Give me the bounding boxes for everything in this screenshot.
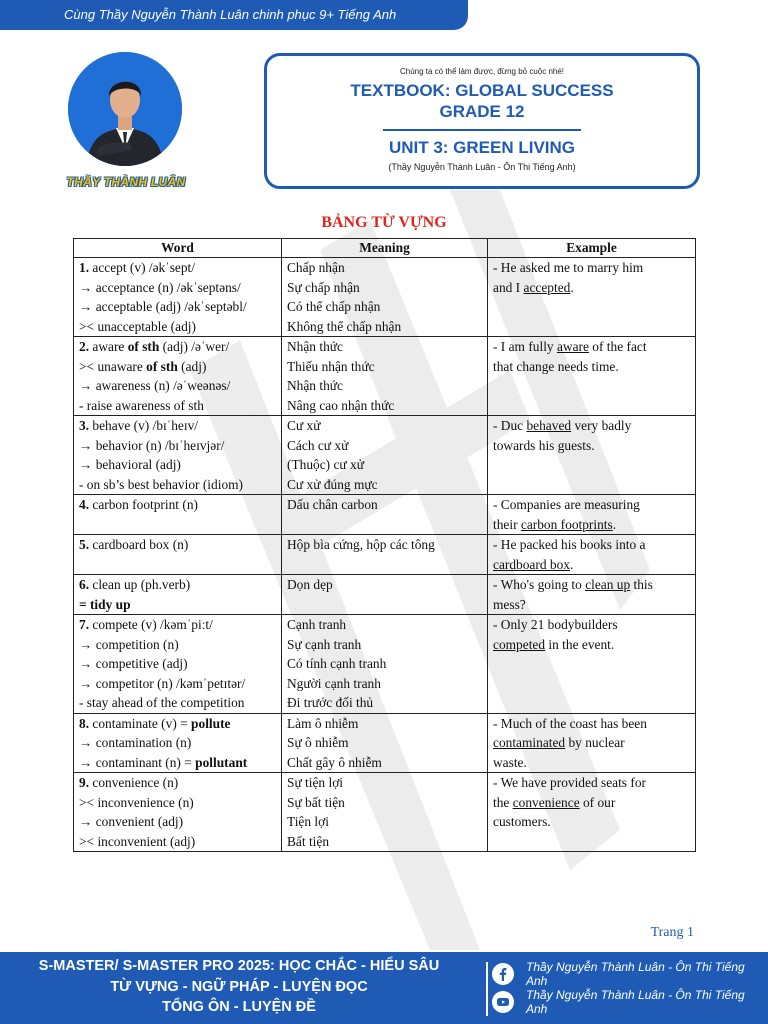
example-line — [493, 495, 690, 515]
meaning-line: Nâng cao nhận thức — [287, 397, 395, 413]
meaning-line: Người cạnh tranh — [287, 675, 381, 691]
word-cell — [74, 495, 282, 535]
word-cell — [74, 535, 282, 575]
example-segment: . — [569, 556, 574, 572]
meaning-line: Đi trước đối thủ — [287, 695, 374, 710]
example-segment: . — [612, 516, 617, 532]
word-line — [79, 654, 276, 674]
example-segment: - Only 21 bodybuilders — [493, 617, 618, 632]
example-cell — [488, 258, 696, 337]
example-keyword: competed — [493, 636, 546, 652]
meaning-line: Sự chấp nhận — [287, 279, 360, 295]
author-note: (Thầy Nguyễn Thành Luân - Ôn Thi Tiếng Anh) — [388, 162, 576, 172]
example-keyword: accepted — [523, 279, 571, 295]
vocab-table — [73, 238, 696, 852]
meaning-line: Có tính cạnh tranh — [287, 656, 387, 671]
facebook-icon — [492, 963, 514, 985]
word-segment: - raise awareness of sth — [79, 397, 204, 413]
facebook-label: Thầy Nguyễn Thành Luân - Ôn Thi Tiếng Anh — [526, 960, 745, 988]
word-line — [79, 753, 276, 773]
word-cell — [74, 615, 282, 714]
example-line — [493, 357, 690, 377]
promo-line-2: TỪ VỰNG - NGỮ PHÁP - LUYỆN ĐỌC — [110, 978, 368, 995]
word-segment: → contamination (n) — [79, 735, 192, 750]
word-segment: → acceptance (n) /əkˈseptəns/ — [79, 279, 241, 295]
example-cell — [488, 773, 696, 852]
table-row — [74, 337, 696, 416]
word-segment: 2. — [79, 339, 93, 354]
example-segment: the — [493, 794, 513, 810]
table-row — [74, 535, 696, 575]
meaning-line: Chấp nhận — [287, 260, 345, 275]
example-cell — [488, 535, 696, 575]
word-line — [79, 337, 276, 357]
word-line — [79, 416, 276, 436]
word-segment: - on sb’s best behavior (idiom) — [79, 476, 244, 492]
example-cell — [488, 575, 696, 615]
word-segment: >< unaware — [79, 358, 147, 374]
word-cell — [74, 258, 282, 337]
example-segment: by nuclear — [565, 735, 625, 750]
example-line — [493, 278, 690, 298]
top-banner-slogan: Cùng Thầy Nguyễn Thành Luân chinh phục 9+ Tiếng Anh — [64, 7, 397, 22]
word-segment: >< inconvenient (adj) — [79, 833, 196, 849]
table-row — [74, 258, 696, 337]
meaning-cell — [282, 337, 488, 416]
teacher-avatar — [68, 52, 182, 166]
meaning-cell — [282, 713, 488, 773]
youtube-label: Thầy Nguyễn Thành Luân - Ôn Thi Tiếng Anh — [526, 988, 745, 1016]
example-segment: towards his guests. — [493, 437, 595, 453]
meaning-cell — [282, 615, 488, 714]
meaning-line: Thiếu nhận thức — [287, 358, 375, 374]
example-segment: their — [493, 516, 521, 532]
meaning-line: Làm ô nhiễm — [287, 715, 359, 731]
example-cell — [488, 615, 696, 714]
word-line — [79, 376, 276, 396]
word-segment: → competitor (n) /kəmˈpetɪtər/ — [79, 675, 246, 691]
word-line — [79, 317, 276, 337]
word-segment: (adj) — [177, 358, 207, 374]
promo-line-1: S-MASTER/ S-MASTER PRO 2025: HỌC CHẮC - HIỂU SÂU — [38, 958, 440, 974]
word-line — [79, 297, 276, 317]
word-segment: accept (v) /əkˈsept/ — [92, 260, 195, 275]
word-cell — [74, 416, 282, 495]
meaning-line: (Thuộc) cư xử — [287, 457, 364, 472]
page-number: Trang 1 — [650, 925, 694, 940]
meaning-cell — [282, 495, 488, 535]
example-segment: and I — [493, 279, 524, 295]
example-line — [493, 812, 690, 832]
example-keyword: contaminated — [493, 735, 566, 750]
word-line — [79, 773, 276, 793]
meaning-cell — [282, 258, 488, 337]
meaning-line: Sự ô nhiễm — [287, 735, 349, 750]
table-row — [74, 416, 696, 495]
word-segment: of sth — [146, 358, 178, 374]
example-segment: - Duc — [493, 418, 527, 433]
example-segment: very badly — [571, 418, 632, 433]
meaning-line: Cư xử đúng mực — [287, 476, 378, 492]
example-segment: . — [570, 279, 574, 295]
word-line — [79, 436, 276, 456]
word-segment: 9. — [79, 775, 93, 790]
word-line — [79, 674, 276, 694]
word-segment: cardboard box (n) — [92, 537, 189, 552]
table-header-row — [74, 239, 696, 258]
teacher-photo-icon — [68, 52, 182, 166]
example-line — [493, 793, 690, 813]
social-links — [492, 960, 768, 1016]
meaning-line: Không thể chấp nhận — [287, 318, 402, 334]
header-word: Word — [74, 239, 282, 258]
meaning-line: Sự bất tiện — [287, 794, 345, 810]
word-line — [79, 535, 276, 555]
word-segment: carbon footprint (n) — [92, 497, 198, 512]
example-line — [493, 416, 690, 436]
example-line — [493, 258, 690, 278]
example-keyword: behaved — [526, 418, 572, 433]
word-segment: contaminate (v) = — [92, 715, 192, 731]
word-segment: - stay ahead of the competition — [79, 695, 245, 710]
meaning-line: Bất tiện — [287, 833, 330, 849]
example-segment: - We have provided seats for — [493, 775, 646, 790]
word-line — [79, 714, 276, 734]
word-segment: → competitive (adj) — [79, 656, 188, 671]
example-segment: this — [630, 577, 653, 592]
word-segment: → acceptable (adj) /əkˈseptəbl/ — [79, 299, 247, 314]
word-line — [79, 396, 276, 416]
meaning-cell — [282, 575, 488, 615]
footer-divider — [486, 962, 488, 1016]
example-segment: customers. — [493, 814, 551, 829]
meaning-cell — [282, 416, 488, 495]
meaning-line: Cạnh tranh — [287, 617, 347, 632]
example-cell — [488, 495, 696, 535]
example-line — [493, 555, 690, 575]
meaning-line: Có thể chấp nhận — [287, 299, 381, 314]
example-keyword: convenience — [512, 794, 580, 810]
word-segment: of sth — [127, 339, 160, 354]
example-line — [493, 773, 690, 793]
example-line — [493, 714, 690, 734]
meaning-line: Nhận thức — [287, 339, 343, 354]
vocab-table-title: BẢNG TỪ VỰNG — [321, 214, 447, 231]
grade-title: GRADE 12 — [439, 102, 525, 121]
word-segment: compete (v) /kəmˈpiːt/ — [92, 617, 213, 632]
table-row — [74, 575, 696, 615]
word-line — [79, 575, 276, 595]
table-row — [74, 495, 696, 535]
word-segment: 7. — [79, 617, 93, 632]
meaning-line: Cư xử — [287, 418, 321, 433]
youtube-icon — [492, 991, 514, 1013]
example-segment: in the event. — [545, 636, 615, 652]
word-cell — [74, 773, 282, 852]
example-line — [493, 436, 690, 456]
example-cell — [488, 713, 696, 773]
header-meaning: Meaning — [282, 239, 488, 258]
example-keyword: clean up — [585, 577, 631, 592]
word-segment: 3. — [79, 418, 93, 433]
meaning-cell — [282, 535, 488, 575]
meaning-line: Sự tiện lợi — [287, 775, 344, 790]
example-cell — [488, 416, 696, 495]
header-example: Example — [488, 239, 696, 258]
example-line — [493, 615, 690, 635]
youtube-link[interactable] — [492, 988, 768, 1016]
example-line — [493, 595, 690, 615]
word-segment: 6. — [79, 577, 93, 592]
word-line — [79, 455, 276, 475]
word-segment: convenience (n) — [92, 775, 179, 790]
word-segment: pollute — [191, 715, 231, 731]
example-cell — [488, 337, 696, 416]
meaning-line: Tiện lợi — [287, 814, 329, 829]
motto: Chúng ta có thể làm được, đừng bỏ cuộc nhé! — [399, 67, 565, 76]
example-segment: mess? — [493, 596, 526, 612]
word-segment: → contaminant (n) = — [79, 754, 196, 770]
word-line — [79, 615, 276, 635]
example-line — [493, 753, 690, 773]
facebook-link[interactable] — [492, 960, 768, 988]
table-row — [74, 773, 696, 852]
word-segment: clean up (ph.verb) — [92, 577, 191, 592]
word-line — [79, 812, 276, 832]
meaning-line: Chất gây ô nhiễm — [287, 754, 382, 770]
word-segment: >< unacceptable (adj) — [79, 318, 196, 334]
example-segment: - Who's going to — [493, 577, 586, 592]
word-segment: 1. — [79, 260, 93, 275]
word-segment: behave (v) /bɪˈheɪv/ — [92, 418, 198, 433]
word-segment: aware — [92, 339, 128, 354]
title-box — [264, 53, 700, 189]
meaning-line: Sự cạnh tranh — [287, 636, 362, 652]
table-row — [74, 713, 696, 773]
course-promo — [0, 956, 478, 1018]
word-cell — [74, 713, 282, 773]
example-segment: - I am fully — [493, 339, 557, 354]
word-cell — [74, 337, 282, 416]
example-segment: that change needs time. — [493, 358, 619, 374]
meaning-line: Cách cư xử — [287, 437, 349, 453]
meaning-cell — [282, 773, 488, 852]
meaning-line: Dọn dẹp — [287, 577, 333, 592]
word-line — [79, 635, 276, 655]
teacher-name-logo: THẦY THÀNH LUÂN — [66, 175, 186, 189]
example-line — [493, 535, 690, 555]
example-segment: of the fact — [588, 339, 647, 354]
example-segment: waste. — [493, 754, 527, 770]
word-segment: → competition (n) — [79, 636, 179, 652]
meaning-line: Nhận thức — [287, 378, 343, 393]
example-segment: - He packed his books into a — [493, 537, 646, 552]
table-row — [74, 615, 696, 714]
example-line — [493, 515, 690, 535]
word-line — [79, 495, 276, 515]
example-keyword: cardboard box — [493, 556, 570, 572]
word-segment: = tidy up — [79, 596, 131, 612]
word-line — [79, 278, 276, 298]
top-banner — [0, 0, 468, 30]
word-line — [79, 832, 276, 852]
word-line — [79, 258, 276, 278]
promo-line-3: TỔNG ÔN - LUYỆN ĐỀ — [162, 999, 316, 1015]
word-segment: 5. — [79, 537, 93, 552]
word-segment: 4. — [79, 497, 93, 512]
meaning-line: Hộp bìa cứng, hộp các tông — [287, 537, 435, 552]
word-line — [79, 733, 276, 753]
word-segment: → convenient (adj) — [79, 814, 184, 829]
example-segment: of our — [579, 794, 616, 810]
example-line — [493, 635, 690, 655]
word-line — [79, 793, 276, 813]
example-keyword: aware — [556, 339, 589, 354]
word-segment: → awareness (n) /əˈweənəs/ — [79, 378, 231, 393]
word-segment: 8. — [79, 715, 93, 731]
word-line — [79, 357, 276, 377]
example-line — [493, 575, 690, 595]
example-line — [493, 337, 690, 357]
word-line — [79, 693, 276, 713]
word-line — [79, 595, 276, 615]
example-keyword: carbon footprints — [520, 516, 613, 532]
word-line — [79, 475, 276, 495]
word-cell — [74, 575, 282, 615]
example-line — [493, 733, 690, 753]
title-divider — [383, 129, 581, 131]
textbook-title: TEXTBOOK: GLOBAL SUCCESS — [350, 81, 614, 100]
meaning-line: Dấu chân carbon — [287, 497, 378, 512]
example-segment: - He asked me to marry him — [493, 260, 644, 275]
word-segment: pollutant — [195, 754, 248, 770]
word-segment: >< inconvenience (n) — [79, 794, 194, 810]
example-segment: - Much of the coast has been — [493, 715, 647, 731]
word-segment: → behavior (n) /bɪˈheɪvjər/ — [79, 437, 225, 453]
unit-title: UNIT 3: GREEN LIVING — [388, 138, 576, 157]
footer-banner — [0, 952, 768, 1024]
word-segment: → behavioral (adj) — [79, 457, 181, 472]
example-segment: - Companies are measuring — [493, 497, 640, 512]
word-segment: (adj) /əˈwer/ — [159, 339, 230, 354]
